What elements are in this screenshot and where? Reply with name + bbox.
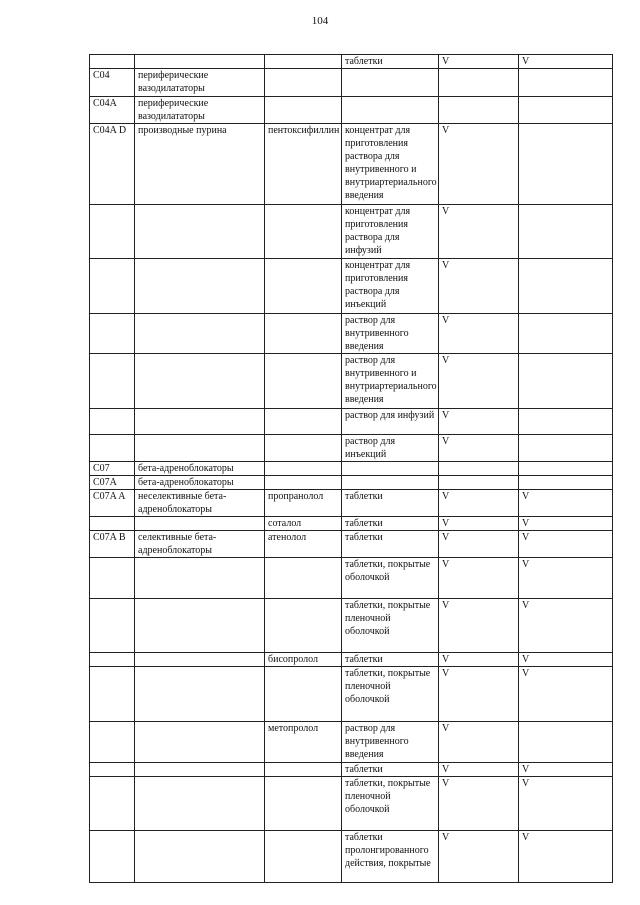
drug-name-cell <box>265 409 342 435</box>
mark-col1-cell <box>439 97 519 124</box>
drug-name-cell <box>265 831 342 883</box>
atc-code-cell <box>90 558 135 599</box>
drug-name-cell <box>265 97 342 124</box>
atc-code-cell: C07 <box>90 462 135 476</box>
mark-col1-cell <box>439 476 519 490</box>
mark-col1-cell <box>439 69 519 97</box>
mark-col2-cell <box>519 409 613 435</box>
table-row <box>90 314 613 354</box>
atc-code-cell <box>90 653 135 667</box>
atc-code-cell: C07A <box>90 476 135 490</box>
mark-col2-cell <box>519 435 613 462</box>
group-name-cell <box>135 314 265 354</box>
group-name-cell: периферические вазодилататоры <box>135 69 265 97</box>
drug-name-cell <box>265 435 342 462</box>
mark-col1-cell: V <box>439 517 519 531</box>
atc-code-cell: C04A D <box>90 124 135 205</box>
group-name-cell <box>135 599 265 653</box>
group-name-cell <box>135 558 265 599</box>
drug-name-cell <box>265 69 342 97</box>
mark-col2-cell <box>519 476 613 490</box>
dosage-form-cell: раствор для внутривенного и внутриартериального введения <box>342 354 439 409</box>
mark-col2-cell <box>519 124 613 205</box>
group-name-cell <box>135 667 265 722</box>
atc-code-cell <box>90 777 135 831</box>
group-name-cell <box>135 55 265 69</box>
table-row <box>90 462 613 476</box>
table-row <box>90 831 613 883</box>
mark-col2-cell: V <box>519 599 613 653</box>
dosage-form-cell: таблетки <box>342 490 439 517</box>
atc-code-cell: C07A A <box>90 490 135 517</box>
table-row <box>90 69 613 97</box>
group-name-cell <box>135 722 265 763</box>
table-row <box>90 763 613 777</box>
drug-name-cell <box>265 205 342 259</box>
drug-name-cell <box>265 599 342 653</box>
atc-code-cell <box>90 354 135 409</box>
drug-name-cell: метопролол <box>265 722 342 763</box>
table-row <box>90 531 613 558</box>
table-row <box>90 667 613 722</box>
dosage-form-cell <box>342 462 439 476</box>
atc-code-cell <box>90 722 135 763</box>
mark-col1-cell: V <box>439 558 519 599</box>
atc-code-cell: C04 <box>90 69 135 97</box>
atc-code-cell <box>90 409 135 435</box>
group-name-cell: бета-адреноблокаторы <box>135 462 265 476</box>
dosage-form-cell: таблетки <box>342 763 439 777</box>
table-row <box>90 409 613 435</box>
atc-code-cell <box>90 831 135 883</box>
atc-code-cell <box>90 55 135 69</box>
page-number: 104 <box>311 15 329 27</box>
dosage-form-cell: таблетки, покрытые пленочной оболочкой <box>342 599 439 653</box>
mark-col2-cell: V <box>519 531 613 558</box>
dosage-form-cell: таблетки <box>342 531 439 558</box>
drug-name-cell <box>265 354 342 409</box>
atc-code-cell: C04A <box>90 97 135 124</box>
drug-name-cell <box>265 259 342 314</box>
mark-col2-cell: V <box>519 777 613 831</box>
group-name-cell <box>135 354 265 409</box>
mark-col2-cell: V <box>519 763 613 777</box>
mark-col1-cell: V <box>439 831 519 883</box>
mark-col1-cell: V <box>439 354 519 409</box>
mark-col2-cell <box>519 462 613 476</box>
dosage-form-cell: таблетки, покрытые пленочной оболочкой <box>342 777 439 831</box>
dosage-form-cell: таблетки, покрытые оболочкой <box>342 558 439 599</box>
drug-name-cell: пентоксифиллин <box>265 124 342 205</box>
mark-col2-cell <box>519 722 613 763</box>
mark-col1-cell: V <box>439 205 519 259</box>
drug-table <box>89 54 613 883</box>
mark-col2-cell <box>519 314 613 354</box>
table-row <box>90 435 613 462</box>
dosage-form-cell: концентрат для приготовления раствора для внутривенного и внутриартериального введения <box>342 124 439 205</box>
atc-code-cell <box>90 205 135 259</box>
dosage-form-cell <box>342 476 439 490</box>
mark-col1-cell <box>439 462 519 476</box>
table-row <box>90 354 613 409</box>
table-row <box>90 558 613 599</box>
table-row <box>90 517 613 531</box>
atc-code-cell <box>90 599 135 653</box>
mark-col2-cell: V <box>519 558 613 599</box>
drug-name-cell: соталол <box>265 517 342 531</box>
dosage-form-cell: раствор для внутривенного введения <box>342 722 439 763</box>
mark-col2-cell: V <box>519 490 613 517</box>
dosage-form-cell <box>342 69 439 97</box>
group-name-cell: неселективные бета-адреноблокаторы <box>135 490 265 517</box>
drug-name-cell <box>265 667 342 722</box>
mark-col1-cell: V <box>439 531 519 558</box>
group-name-cell <box>135 777 265 831</box>
group-name-cell <box>135 435 265 462</box>
table-row <box>90 55 613 69</box>
group-name-cell <box>135 409 265 435</box>
mark-col1-cell: V <box>439 599 519 653</box>
table-row <box>90 653 613 667</box>
mark-col2-cell <box>519 354 613 409</box>
dosage-form-cell: концентрат для приготовления раствора для инфузий <box>342 205 439 259</box>
mark-col2-cell <box>519 97 613 124</box>
group-name-cell: селективные бета-адреноблокаторы <box>135 531 265 558</box>
drug-name-cell: бисопролол <box>265 653 342 667</box>
mark-col2-cell <box>519 69 613 97</box>
mark-col1-cell: V <box>439 777 519 831</box>
dosage-form-cell: концентрат для приготовления раствора для инъекций <box>342 259 439 314</box>
group-name-cell <box>135 205 265 259</box>
mark-col1-cell: V <box>439 409 519 435</box>
atc-code-cell <box>90 314 135 354</box>
dosage-form-cell: раствор для инъекций <box>342 435 439 462</box>
mark-col1-cell: V <box>439 653 519 667</box>
mark-col1-cell: V <box>439 722 519 763</box>
drug-name-cell <box>265 55 342 69</box>
atc-code-cell <box>90 517 135 531</box>
drug-name-cell <box>265 314 342 354</box>
dosage-form-cell: раствор для внутривенного введения <box>342 314 439 354</box>
table-row <box>90 124 613 205</box>
table-row <box>90 476 613 490</box>
table-row <box>90 777 613 831</box>
mark-col2-cell: V <box>519 667 613 722</box>
dosage-form-cell <box>342 97 439 124</box>
table-row <box>90 599 613 653</box>
atc-code-cell: C07A B <box>90 531 135 558</box>
dosage-form-cell: раствор для инфузий <box>342 409 439 435</box>
group-name-cell <box>135 763 265 777</box>
mark-col1-cell: V <box>439 435 519 462</box>
table-row <box>90 97 613 124</box>
group-name-cell: периферические вазодилататоры <box>135 97 265 124</box>
table-row <box>90 259 613 314</box>
mark-col2-cell: V <box>519 831 613 883</box>
group-name-cell: бета-адреноблокаторы <box>135 476 265 490</box>
mark-col2-cell <box>519 259 613 314</box>
drug-table-body <box>90 55 613 883</box>
mark-col1-cell: V <box>439 259 519 314</box>
drug-name-cell <box>265 462 342 476</box>
mark-col1-cell: V <box>439 55 519 69</box>
dosage-form-cell: таблетки <box>342 55 439 69</box>
mark-col2-cell: V <box>519 55 613 69</box>
drug-name-cell: пропранолол <box>265 490 342 517</box>
atc-code-cell <box>90 435 135 462</box>
mark-col2-cell: V <box>519 653 613 667</box>
dosage-form-cell: таблетки, покрытые пленочной оболочкой <box>342 667 439 722</box>
group-name-cell <box>135 831 265 883</box>
atc-code-cell <box>90 667 135 722</box>
table-row <box>90 490 613 517</box>
group-name-cell <box>135 259 265 314</box>
drug-name-cell <box>265 476 342 490</box>
mark-col1-cell: V <box>439 314 519 354</box>
group-name-cell: производные пурина <box>135 124 265 205</box>
mark-col1-cell: V <box>439 124 519 205</box>
table-row <box>90 205 613 259</box>
mark-col2-cell <box>519 205 613 259</box>
dosage-form-cell: таблетки <box>342 653 439 667</box>
mark-col1-cell: V <box>439 667 519 722</box>
dosage-form-cell: таблетки <box>342 517 439 531</box>
drug-name-cell <box>265 777 342 831</box>
mark-col1-cell: V <box>439 763 519 777</box>
drug-name-cell <box>265 763 342 777</box>
mark-col2-cell: V <box>519 517 613 531</box>
atc-code-cell <box>90 259 135 314</box>
atc-code-cell <box>90 763 135 777</box>
mark-col1-cell: V <box>439 490 519 517</box>
drug-name-cell: атенолол <box>265 531 342 558</box>
group-name-cell <box>135 517 265 531</box>
dosage-form-cell: таблетки пролонгированного действия, покрытые <box>342 831 439 883</box>
group-name-cell <box>135 653 265 667</box>
drug-name-cell <box>265 558 342 599</box>
table-row <box>90 722 613 763</box>
